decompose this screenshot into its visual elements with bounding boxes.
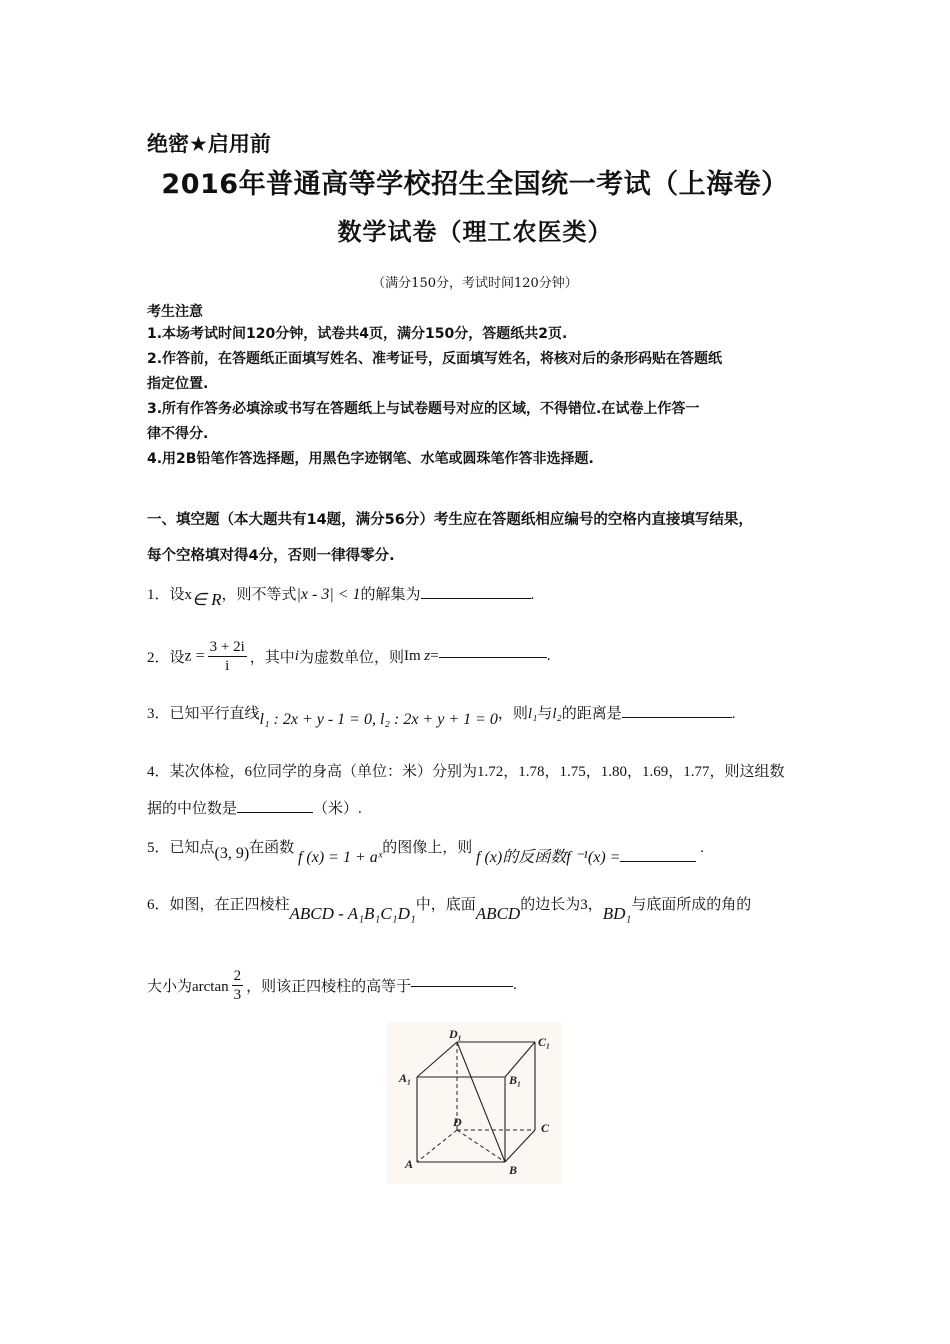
exam-title: 2016年普通高等学校招生全国统一考试（上海卷） (161, 169, 789, 200)
exam-subtitle: 数学试卷（理工农医类） (337, 218, 613, 246)
q6-text-g: 与底面所成的角的 (631, 897, 752, 913)
label-b: B (509, 1163, 518, 1177)
q2-text-a: 2．设 (147, 650, 185, 666)
q5-text-e: 的图像上，则 (382, 840, 473, 856)
notice-item-2a: 2.作答前，在答题纸正面填写姓名、准考证号，反面填写姓名，将核对后的条形码贴在答题纸 (147, 351, 723, 367)
notice-item-2b: 指定位置. (147, 376, 209, 392)
q4-unit: （米）. (313, 801, 362, 817)
q2-answer-blank[interactable] (439, 656, 547, 658)
q5-function: f (x) = 1 + aˣ (297, 849, 383, 866)
question-6-line-2 (147, 967, 517, 1004)
edge-b1c1 (505, 1042, 535, 1077)
q5-point: (3, 9) (214, 845, 250, 862)
q3-l1: l₁ (527, 706, 538, 722)
q6-text-a: 6．如图，在正四棱柱 (147, 897, 290, 913)
label-a: A (405, 1157, 414, 1171)
q5-period: . (700, 840, 704, 856)
q1-answer-blank[interactable] (421, 597, 531, 599)
question-3 (147, 702, 736, 728)
question-6-line-1 (147, 893, 752, 923)
q3-answer-blank[interactable] (622, 716, 732, 718)
label-d: D (453, 1115, 462, 1129)
notice-item-4: 4.用2B铅笔作答选择题，用黑色字迹钢笔、水笔或圆珠笔作答非选择题. (147, 451, 594, 467)
label-c: C (541, 1121, 550, 1135)
q6-period: . (513, 977, 517, 993)
q6-bd1: BD₁ (602, 904, 632, 923)
q6-text-i: ，则该正四棱柱的高等于 (246, 979, 412, 995)
q6-text-c: 中，底面 (415, 897, 476, 913)
q2-period: . (546, 648, 551, 664)
q2-numerator: 3 + 2i (209, 639, 245, 655)
q2-z-eq: z = (184, 647, 205, 665)
question-5 (147, 834, 704, 866)
q6-fraction (232, 967, 244, 1004)
q5-text-a: 5．已知点 (147, 840, 215, 856)
q2-fraction (208, 638, 247, 675)
q6-answer-blank[interactable] (411, 985, 513, 987)
q4-text-b: 据的中位数是 (147, 801, 238, 817)
notice-item-3a: 3.所有作答务必填涂或书写在答题纸上与试卷题号对应的区域，不得错位.在试卷上作答一 (147, 401, 700, 417)
label-d1: D₁ (449, 1027, 462, 1041)
prism-figure (387, 1022, 562, 1184)
q3-l2: l₂ (552, 706, 562, 722)
q4-answer-blank[interactable] (237, 811, 313, 813)
hidden-edge-da (417, 1130, 457, 1162)
q3-text-e: 与 (537, 706, 553, 722)
q3-text-a: 3．已知平行直线 (147, 706, 260, 722)
q6-denominator: 3 (233, 987, 242, 1003)
q1-inequality: |x - 3| < 1 (296, 586, 361, 603)
segment-bd1 (457, 1042, 505, 1162)
q3-text-c: ，则 (497, 706, 528, 722)
q6-numerator: 2 (233, 968, 242, 984)
notice-item-1: 1.本场考试时间120分钟，试卷共4页，满分150分，答题纸共2页. (147, 326, 568, 342)
q3-text-g: 的距离是 (561, 706, 622, 722)
q2-text-c: ，其中 (249, 650, 295, 666)
q2-denominator: i (225, 658, 230, 674)
q2-im: Im (403, 648, 421, 664)
q1-text-e: 的解集为 (360, 587, 421, 603)
label-c1: C₁ (538, 1035, 551, 1049)
hidden-edge-db (457, 1130, 505, 1162)
section-1-line-1: 一、填空题（本大题共有14题，满分56分）考生应在答题纸相应编号的空格内直接填写结果， (147, 512, 753, 528)
confidential-label: 绝密★启用前 (147, 132, 271, 156)
q2-z: z (424, 648, 431, 664)
question-4-line-2 (147, 797, 362, 818)
q5-text-c: 在函数 (249, 840, 295, 856)
q6-prism: ABCD - A₁B₁C₁D₁ (289, 904, 416, 923)
q3-lines: l₁ : 2x + y - 1 = 0, l₂ : 2x + y + 1 = 0 (259, 711, 498, 728)
edge-a1d1 (417, 1042, 457, 1077)
q2-i: i (294, 648, 299, 664)
q6-text-h: 大小为arctan (147, 979, 229, 995)
q2-eq: = (430, 648, 439, 664)
label-b1: B₁ (509, 1073, 522, 1087)
q2-text-e: 为虚数单位，则 (298, 650, 404, 666)
q6-base: ABCD (475, 904, 521, 923)
section-1-line-2: 每个空格填对得4分，否则一律得零分. (147, 548, 395, 564)
q5-inverse: f (x)的反函数f ⁻¹(x) = (476, 849, 621, 866)
q1-math-b: ∈ R (192, 590, 222, 609)
q3-period: . (731, 706, 736, 722)
q1-text-a: 1．设x (147, 587, 193, 603)
question-1 (147, 583, 535, 609)
notice-heading: 考生注意 (147, 304, 203, 320)
q6-text-e: 的边长为3， (520, 897, 603, 913)
time-note: （满分150分，考试时间120分钟） (372, 276, 578, 291)
notice-item-3b: 律不得分. (147, 426, 209, 442)
prism-diagram (387, 1022, 562, 1184)
question-2 (147, 638, 550, 675)
q1-period: . (530, 587, 535, 603)
edge-bc (505, 1130, 535, 1162)
q5-answer-blank[interactable] (620, 860, 696, 862)
question-4-line-1: 4．某次体检，6位同学的身高（单位：米）分别为1.72，1.78，1.75，1.80，1.69，1.77，则这组数 (147, 764, 785, 780)
q1-text-c: ，则不等式 (221, 587, 297, 603)
label-a1: A₁ (399, 1071, 412, 1085)
